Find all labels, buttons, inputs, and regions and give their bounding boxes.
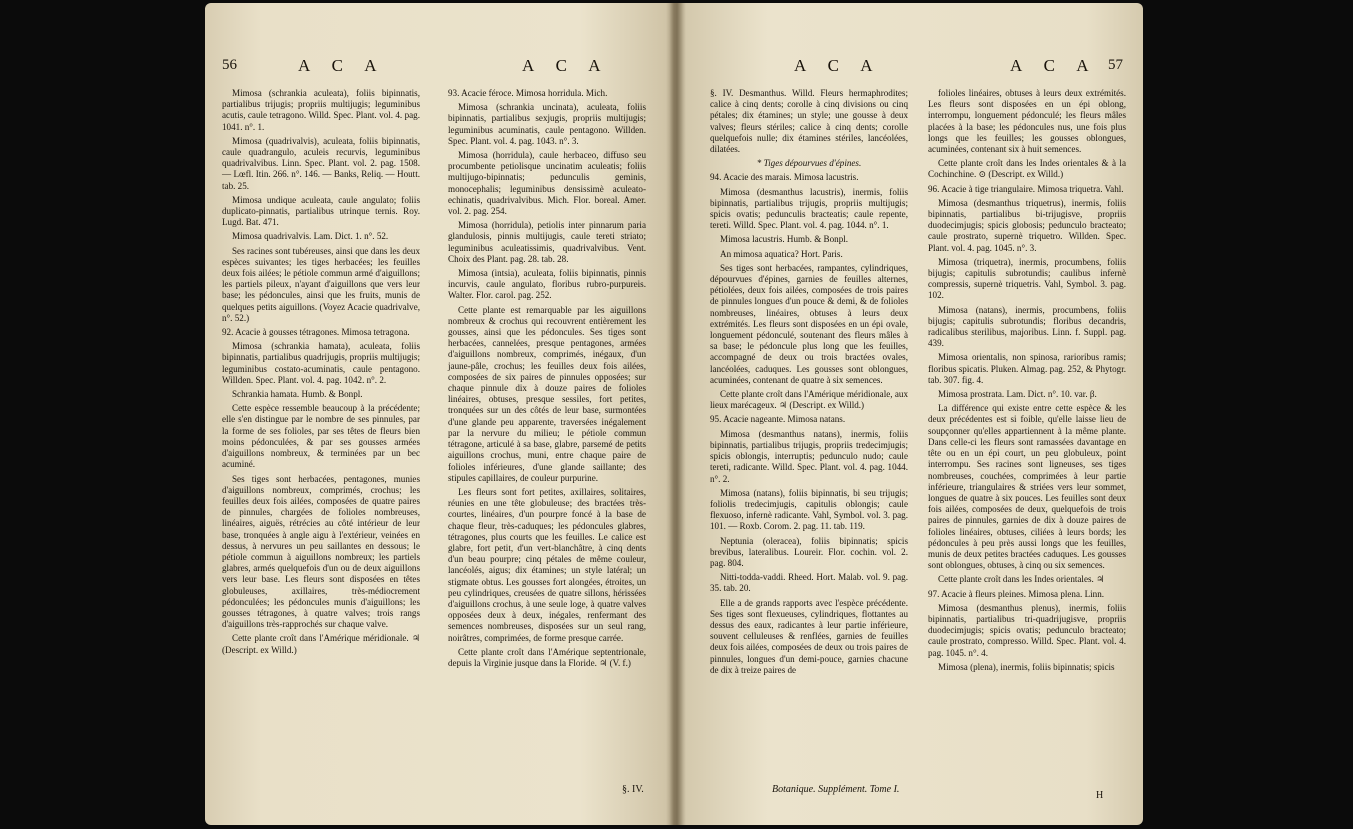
text-paragraph: Mimosa (desmanthus natans), inermis, foliis bipinnatis, partialibus trijugis, propriis tredecimjugis; spicis oblongis, interruptis; pedunculo nudo; caule tereti, radicante. Willd. Spec. Plant. vol. 4. pag. 1044. n°. 2.	[710, 428, 908, 484]
text-paragraph: 93. Acacie féroce. Mimosa horridula. Mich.	[448, 88, 608, 98]
text-paragraph: §. IV. Desmanthus. Willd. Fleurs hermaphrodites; calice à cinq dents; corolle à cinq divisions ou cinq pétales; dix étamines; un style; une gousse à deux valves; fleurs stériles; calice à cinq dents; corolle quelquefois nulle; dix étamines stériles, lancéolées, dilatées.	[710, 88, 908, 155]
text-paragraph: Mimosa (natans), inermis, procumbens, foliis bijugis; capitulis subrotundis; floribus decandris, radicalibus sterilibus, majoribus. Linn. f. Suppl. pag. 439.	[928, 304, 1126, 349]
signature-mark: H	[1096, 790, 1104, 801]
catchword: §. IV.	[622, 784, 644, 795]
text-paragraph: Mimosa (schrankia aculeata), foliis bipinnatis, partialibus trijugis; propriis multijugis; leguminibus acutis, caule tetragono. Willd. Spec. Plant. vol. 4. pag. 1041. n°. 1.	[222, 88, 420, 132]
page-number-left: 56	[222, 57, 237, 73]
text-paragraph: Ses tiges sont herbacées, pentagones, munies d'aiguillons nombreux, comprimés, crochus; les feuilles deux fois ailées, composées de quatre paires de pinnules, chargées de folioles nombreuses, linéaires, aiguës, rétrécies au côté intérieur de leur base, tronquées à angle aigu à l'extérieur, veinées en dessus, à nervures un peu saillantes en dessous; le pétiole commun à aiguillons nombreux; les partiels glabres, armés quelquefois d'un ou de deux aiguillons vers leur base. Les fleurs sont disposées en têtes globuleuses, axillaires, très-médiocrement pédonculées; les pédoncules munis d'aiguillons; les gousses tétragones, à quatre valves; trois rangs d'aiguillons très-rapprochés sur chaque valve.	[222, 473, 420, 630]
text-paragraph: Mimosa (triquetra), inermis, procumbens, foliis bijugis; capitulis subrotundis; caulibus infernè compressis, supernè triquetris. Vahl, Symbol. 3. pag. 102.	[928, 256, 1126, 301]
text-paragraph: Cette plante croît dans l'Amérique septentrionale, depuis la Virginie jusque dans la Floride. ♃ (V. f.)	[448, 646, 646, 668]
text-paragraph: Cette plante croît dans l'Amérique méridionale, aux lieux marécageux. ♃ (Descript. ex Willd.)	[710, 389, 908, 411]
text-paragraph: Cette plante est remarquable par les aiguillons nombreux & crochus qui recouvrent entièrement les gousses, ainsi que les pédoncules. Ses tiges sont herbacées, cannelées, presque pentagones, armées d'aiguillons nombreux, comprimés, inégaux, d'un jaune-pâle, crochus; les feuilles deux fois ailées, composées de six paires de pinnules opposées; sur chaque pinnule dix à douze paires de folioles linéaires, obtuses, presque sessiles, fort petites, tronquées sur un des côtés de leur base, surmontées d'une glande peu apparente, traversées inégalement par la nervure du milieu; le pétiole commun tétragone, articulé à sa base, glabre, parsemé de petits aiguillons crochus, muni, entre chaque paire de folioles inférieures, d'une glande saillante; des stipules capillaires, de couleur purpurine.	[448, 304, 646, 483]
text-paragraph: Cette espèce ressemble beaucoup à la précédente; elle s'en distingue par le nombre de ses pinnules, par la forme de ses folioles, par ses têtes de fleurs bien moins pédonculées, & par ses gousses armées d'aiguillons nombreux, & terminées par un bec acuminé.	[222, 403, 420, 470]
text-paragraph: Mimosa (natans), foliis bipinnatis, bi seu trijugis; foliolis tredecimjugis, capitulis oblongis; caule flexuoso, infernè radicante. Vahl, Symbol. vol. 3. pag. 101. — Roxb. Corom. 2. pag. 11. tab. 119.	[710, 487, 908, 532]
right-column-2	[928, 88, 1126, 676]
running-head-left-2: A C A	[522, 56, 610, 75]
text-paragraph: Neptunia (oleracea), foliis bipinnatis; spicis brevibus, lateralibus. Loureir. Flor. cochin. vol. 2. pag. 804.	[710, 535, 908, 568]
text-paragraph: Ses tiges sont herbacées, rampantes, cylindriques, dépourvues d'épines, garnies de feuilles alternes, pétiolées, deux fois ailées, composées de trois paires de pinnules longues d'un pouce & demi, & de folioles nombreuses, linéaires, obtuses à leurs deux extrémités. Les fleurs sont disposées en un épi ovale, longuement pédonculé, soutenant des fleurs mâles à sa base; le pédoncule plus long que les feuilles, accompagné de deux ou trois bractées ovales, lancéolées, caduques. Les gousses sont oblongues, acuminées, contenant de quatre à six semences.	[710, 262, 908, 385]
text-paragraph: Mimosa (horridula), caule herbaceo, diffuso seu procumbente petiolisque uncinatim aculeatis; foliis multijugo-bipinnatis; pedunculis geminis, monocephalis; leguminibus densissimè aculeato-echinatis, quadrivalvibus. Mich. Flor. boreal. Amer. vol. 2. pag. 254.	[448, 150, 646, 217]
text-paragraph: 96. Acacie à tige triangulaire. Mimosa triquetra. Vahl.	[928, 183, 1124, 194]
text-paragraph: Cette plante croît dans les Indes orientales. ♃	[938, 574, 1105, 585]
text-paragraph: Ses racines sont tubéreuses, ainsi que dans les deux espèces suivantes; les tiges herbacées; les feuilles deux fois ailées; le pétiole commun armé d'aiguillons; les partiels pileux, n'ayant d'aiguillons que vers leur base; les pédoncules, ainsi que les fruits, munis de quelques petits aiguillons. (Voyez Acacie quadrivalve, n°. 52.)	[222, 245, 420, 323]
right-column-1	[710, 88, 908, 679]
text-paragraph: 94. Acacie des marais. Mimosa lacustris.	[710, 172, 859, 183]
book-gutter	[666, 3, 686, 825]
text-paragraph: Cette plante croît dans les Indes orientales & à la Cochinchine. ⊙ (Descript. ex Willd.)	[928, 158, 1126, 180]
left-column-1	[222, 88, 420, 659]
text-paragraph: folioles linéaires, obtuses à leurs deux extrémités. Les fleurs sont disposées en un épi oblong, interrompu, longuement pédonculé; les fleurs mâles placées à la base; les pédoncules nus, une fois plus longs que les feuilles; les gousses oblongues, acuminées, contenant six à huit semences.	[928, 88, 1126, 155]
text-paragraph: Mimosa (desmanthus triquetrus), inermis, foliis bipinnatis, partialibus bi-trijugisve, propriis duodecimjugis; spicis globosis; pedunculo bracteato; caule prostrato, supernè triquetro. Willden. Spec. Plant. vol. 4. pag. 1045. n°. 3.	[928, 197, 1126, 253]
text-paragraph: Mimosa lacustris. Humb. & Bonpl.	[720, 234, 849, 245]
page-number-right: 57	[1108, 57, 1123, 73]
text-paragraph: La différence qui existe entre cette espèce & les deux précédentes est si foible, qu'elle laisse lieu de soupçonner qu'elles appartiennent à la même plante. Dans celle-ci les fleurs sont ramassées davantage en tête ou en un épi court, un peu globuleux, point interrompu. Ses racines sont ligneuses, ses tiges nombreuses, couchées, comprimées à leur partie inférieure, triangulaires & striées vers leur sommet, longues de quatre à six pouces. Les feuilles sont deux fois ailées, composées de deux, quelquefois de trois paires de pinnules, garnies de dix à douze paires de folioles linéaires, obtuses, ciliées à leurs bords; les pédoncules à peu près aussi longs que les feuilles, munis de deux petites bractées caduques. Les gousses sont oblongues, obtuses, à cinq ou six semences.	[928, 403, 1126, 571]
text-paragraph: Mimosa quadrivalvis. Lam. Dict. 1. n°. 52.	[232, 231, 389, 242]
text-paragraph: Mimosa (intsia), aculeata, foliis bipinnatis, pinnis incurvis, caule angulato, floribus rubro-purpureis. Walter. Flor. carol. pag. 252.	[448, 268, 646, 301]
text-paragraph: Mimosa undique aculeata, caule angulato; foliis duplicato-pinnatis, partialibus utrinque ternis. Roy. Lugd. Bat. 471.	[222, 194, 420, 228]
text-paragraph: Mimosa (schrankia uncinata), aculeata, foliis bipinnatis, partialibus sexjugis, propriis multijugis; leguminibus acuminatis, caule pentagono. Willden. Spec. Plant. vol. 4. pag. 1043. n°. 3.	[448, 102, 646, 146]
text-paragraph: 95. Acacie nageante. Mimosa natans.	[710, 414, 846, 425]
text-paragraph: 92. Acacie à gousses tétragones. Mimosa tetragona.	[222, 327, 410, 338]
running-head-right-1: A C A	[794, 56, 882, 75]
text-paragraph: Elle a de grands rapports avec l'espèce précédente. Ses tiges sont flexueuses, cylindriques, flottantes au dessus des eaux, radicantes à leur partie inférieure, souvent celluleuses & renflées, garnies de feuilles deux fois ailées, composées de deux ou trois paires de pinnules, longues d'un demi-pouce, garnies chacune de dix à treize paires de	[710, 597, 908, 675]
text-paragraph: Mimosa (desmanthus lacustris), inermis, foliis bipinnatis, partialibus trijugis, propriis multijugis; spicis ovatis; pedunculis bracteatis; caule repente, tereti. Willd. Spec. Plant. vol. 4. pag. 1044. n°. 1.	[710, 186, 908, 231]
text-paragraph: An mimosa aquatica? Hort. Paris.	[720, 248, 843, 259]
right-page	[710, 56, 1126, 801]
text-paragraph: Mimosa (plena), inermis, foliis bipinnatis; spicis	[938, 661, 1115, 672]
left-page	[222, 56, 650, 800]
text-paragraph: 97. Acacie à fleurs pleines. Mimosa plena. Linn.	[928, 588, 1105, 599]
text-paragraph: Mimosa (desmanthus plenus), inermis, foliis bipinnatis, partialibus tri-quadrijugisve, propriis duodecimjugis; spicis ovatis; pedunculo bracteato; caule prostrato, compresso. Willd. Spec. Plant. vol. 4. pag. 1045. n°. 4.	[928, 602, 1126, 658]
text-paragraph: Mimosa orientalis, non spinosa, rarioribus ramis; floribus spicatis. Pluken. Almag. pag. 252, & Phytogr. tab. 307. fig. 4.	[928, 352, 1126, 385]
text-paragraph: Schrankia hamata. Humb. & Bonpl.	[232, 389, 363, 400]
text-paragraph: Mimosa prostrata. Lam. Dict. n°. 10. var. β.	[938, 389, 1097, 400]
text-paragraph: Mimosa (quadrivalvis), aculeata, foliis bipinnatis, caule quadrangulo, aculeis recurvis, leguminibus quadrivalvibus. Linn. Spec. Plant. vol. 2. pag. 1508. — Lœfl. Itin. 266. n°. 146. — Banks, Reliq. — Houtt. tab. 25.	[222, 135, 420, 191]
left-column-2	[448, 88, 646, 672]
running-head-left-1: A C A	[298, 56, 386, 75]
text-paragraph: Les fleurs sont fort petites, axillaires, solitaires, réunies en une tête globuleuse; des bractées très-courtes, linéaires, d'un pourpre foncé à la base de chaque fleur, très-caduques; les pédoncules glabres, tétragones, plus courts que les feuilles. Le calice est glabre, fort petit, d'un vert-blanchâtre, à cinq dents d'un beau pourpre; cinq pétales de même couleur, lancéolés, aigus; dix étamines; un style latéral; un stigmate obtus. Les gousses fort alongées, étroites, un peu cylindriques, creusées de quatre sillons, hérissées d'aiguillons crochus, à une seule loge, à quatre valves opposées deux à deux, inégales, renfermant des semences nombreuses, disposées sur un seul rang, noirâtres, comprimées, de forme presque carrée.	[448, 486, 646, 643]
text-paragraph: Cette plante croît dans l'Amérique méridionale. ♃ (Descript. ex Willd.)	[222, 633, 420, 655]
text-paragraph: * Tiges dépourvues d'épines.	[756, 158, 862, 169]
running-head-right-2: A C A	[1010, 56, 1098, 75]
text-paragraph: Nitti-todda-vaddi. Rheed. Hort. Malab. vol. 9. pag. 35. tab. 20.	[710, 572, 908, 594]
text-paragraph: Mimosa (schrankia hamata), aculeata, foliis bipinnatis, partialibus quadrijugis, propriis multijugis; leguminibus costato-acuminatis, caule pentagono. Willden. Spec. Plant. vol. 4. pag. 1042. n°. 2.	[222, 341, 420, 385]
page-footer: Botanique. Supplément. Tome I.	[772, 784, 900, 795]
text-paragraph: Mimosa (horridula), petiolis inter pinnarum paria glandulosis, pinnis multijugis, caule tereti striato; leguminibus aculeatissimis, quadrivalvibus. Vent. Choix des Plant. pag. 28. tab. 28.	[448, 220, 646, 264]
